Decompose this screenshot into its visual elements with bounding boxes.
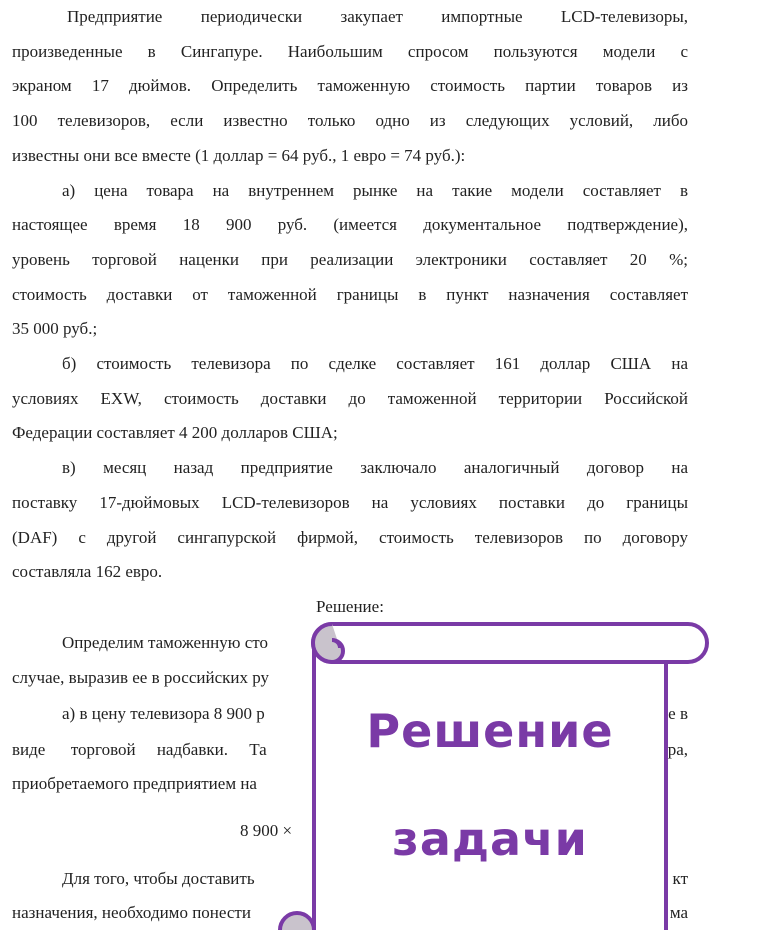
- text-line: стоимость доставки от таможенной границы в пункт назначения составляет: [12, 284, 688, 304]
- text-line: Предприятие периодически закупает импортные LCD-телевизоры,: [67, 7, 688, 26]
- task-paragraph-intro: [12, 0, 688, 35]
- text-line: 35 000 руб.;: [12, 319, 98, 339]
- condition-a: [12, 208, 688, 347]
- solution-heading-text: Решение:: [316, 596, 384, 616]
- condition-a-first: [12, 174, 688, 209]
- scroll-body: [314, 650, 666, 930]
- scroll-title-line1: Решение: [366, 704, 614, 758]
- text-line: составляла 162 евро.: [12, 562, 163, 582]
- text-line: Федерации составляет 4 200 долларов США;: [12, 423, 338, 443]
- text-line: а) цена товара на внутреннем рынке на такие модели составляет в: [62, 180, 688, 200]
- text-line: 100 телевизоров, если известно только одно из следующих условий, либо: [12, 111, 688, 131]
- solution-line-6-end: кт: [672, 869, 688, 888]
- solution-line-5: приобретаемого предприятием на: [12, 774, 257, 793]
- scroll-shape: [270, 618, 720, 930]
- text-line: в) месяц назад предприятие заключало аналогичный договор на: [62, 458, 688, 478]
- solution-line-4: виде торговой надбавки. Та: [12, 740, 267, 759]
- scroll-title-line2: задачи: [392, 812, 588, 866]
- formula-fragment: 8 900 ×: [240, 821, 293, 840]
- solution-line-7-end: ма: [669, 903, 688, 922]
- solution-line-2: случае, выразив ее в российских ру: [12, 668, 270, 687]
- condition-b: [12, 382, 688, 451]
- text-line: экраном 17 дюймов. Определить таможенную стоимость партии товаров из: [12, 76, 688, 96]
- text-line: поставку 17-дюймовых LCD-телевизоров на условиях поставки до границы: [12, 492, 688, 512]
- solution-line-3-end: е в: [668, 704, 688, 723]
- condition-b-first: [12, 347, 688, 382]
- condition-c-first: [12, 451, 688, 486]
- solution-line-4-end: ра,: [667, 740, 688, 759]
- text-line: произведенные в Сингапуре. Наибольшим спросом пользуются модели с: [12, 41, 688, 61]
- task-paragraph-intro-cont: [12, 35, 688, 174]
- text-line: известны они все вместе (1 доллар = 64 руб., 1 евро = 74 руб.):: [12, 145, 466, 165]
- scroll-top-roll: [313, 624, 707, 662]
- document-page: [12, 0, 688, 625]
- solution-line-7: назначения, необходимо понести: [12, 903, 251, 922]
- solution-scroll-overlay: [270, 618, 720, 930]
- text-line: (DAF) с другой сингапурской фирмой, стоимость телевизоров по договору: [12, 527, 688, 547]
- text-line: настоящее время 18 900 руб. (имеется документальное подтверждение),: [12, 215, 688, 235]
- solution-line-3: а) в цену телевизора 8 900 р: [62, 704, 265, 723]
- text-line: уровень торговой наценки при реализации электроники составляет 20 %;: [12, 249, 688, 269]
- text-line: б) стоимость телевизора по сделке составляет 161 доллар США на: [62, 354, 688, 374]
- condition-c: [12, 486, 688, 590]
- solution-line-6: Для того, чтобы доставить: [62, 869, 255, 888]
- solution-line-1: Определим таможенную сто: [62, 633, 268, 652]
- text-line: условиях EXW, стоимость доставки до таможенной территории Российской: [12, 388, 688, 408]
- scroll-bottom-curl: [280, 913, 314, 930]
